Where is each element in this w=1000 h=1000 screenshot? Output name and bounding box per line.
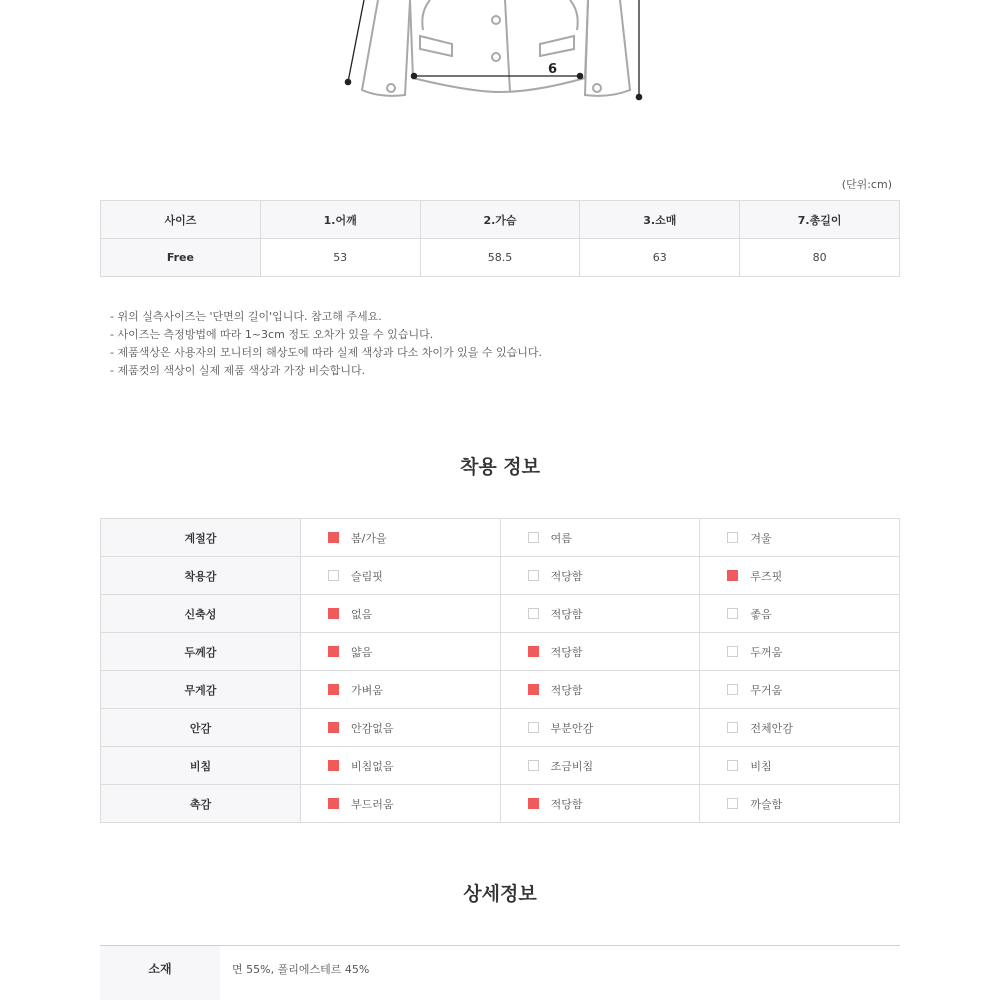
checked-box-icon bbox=[328, 608, 339, 619]
fit-row-label: 두께감 bbox=[101, 633, 301, 671]
unchecked-box-icon bbox=[727, 532, 738, 543]
fit-option-label: 얇음 bbox=[351, 645, 373, 659]
column-header: 3.소매 bbox=[580, 201, 740, 239]
fit-option bbox=[700, 671, 900, 709]
fit-option-label: 여름 bbox=[550, 531, 572, 545]
unchecked-box-icon bbox=[528, 722, 539, 733]
checked-box-icon bbox=[328, 646, 339, 657]
detail-info-title: 상세정보 bbox=[463, 883, 537, 905]
fit-option bbox=[700, 633, 900, 671]
fit-option bbox=[700, 785, 900, 823]
table-row bbox=[101, 557, 900, 595]
fit-row-label: 신축성 bbox=[101, 595, 301, 633]
table-row bbox=[101, 709, 900, 747]
unchecked-box-icon bbox=[727, 646, 738, 657]
fit-option-label: 적당함 bbox=[550, 569, 583, 583]
unchecked-box-icon bbox=[727, 684, 738, 695]
fit-option bbox=[700, 709, 900, 747]
unchecked-box-icon bbox=[727, 798, 738, 809]
unchecked-box-icon bbox=[727, 722, 738, 733]
note-line: - 제품색상은 사용자의 모니터의 해상도에 따라 실제 색상과 다소 차이가 있을 수 있습니다. bbox=[110, 346, 542, 359]
fit-option bbox=[700, 747, 900, 785]
detail-info-table bbox=[100, 945, 900, 1000]
size-name: Free bbox=[101, 239, 261, 277]
table-row bbox=[101, 239, 900, 277]
table-row bbox=[101, 633, 900, 671]
shoulder-value: 53 bbox=[260, 239, 420, 277]
fit-option bbox=[500, 747, 700, 785]
fit-option bbox=[301, 633, 501, 671]
fit-option-label: 부분안감 bbox=[550, 721, 594, 735]
fit-option-label: 겨울 bbox=[750, 531, 772, 545]
fit-row-label: 안감 bbox=[101, 709, 301, 747]
fit-row-label: 촉감 bbox=[101, 785, 301, 823]
table-row bbox=[101, 785, 900, 823]
fit-option bbox=[301, 519, 501, 557]
fit-option bbox=[500, 709, 700, 747]
fit-option-label: 루즈핏 bbox=[750, 569, 783, 583]
fit-option bbox=[301, 671, 501, 709]
fit-row-label: 비침 bbox=[101, 747, 301, 785]
fit-info-table bbox=[100, 518, 900, 823]
unchecked-box-icon bbox=[727, 608, 738, 619]
fit-option bbox=[700, 557, 900, 595]
column-header: 7.총길이 bbox=[740, 201, 900, 239]
material-label: 소재 bbox=[100, 946, 220, 1000]
fit-option bbox=[500, 785, 700, 823]
fit-option bbox=[700, 519, 900, 557]
fit-option bbox=[301, 785, 501, 823]
column-header: 사이즈 bbox=[101, 201, 261, 239]
table-row bbox=[101, 519, 900, 557]
fit-option-label: 까슬함 bbox=[750, 797, 783, 811]
checked-box-icon bbox=[528, 798, 539, 809]
column-header: 2.가슴 bbox=[420, 201, 580, 239]
table-row bbox=[101, 747, 900, 785]
checked-box-icon bbox=[328, 760, 339, 771]
chest-value: 58.5 bbox=[420, 239, 580, 277]
unit-label: (단위:cm) bbox=[841, 178, 892, 191]
button-icon bbox=[492, 53, 500, 61]
checked-box-icon bbox=[528, 684, 539, 695]
fit-option bbox=[301, 595, 501, 633]
note-line: - 제품컷의 색상이 실제 제품 색상과 가장 비슷합니다. bbox=[110, 364, 366, 377]
sleeve-value: 63 bbox=[580, 239, 740, 277]
checked-box-icon bbox=[328, 798, 339, 809]
fit-row-label: 계절감 bbox=[101, 519, 301, 557]
length-value: 80 bbox=[740, 239, 900, 277]
fit-option bbox=[500, 633, 700, 671]
note-line: - 위의 실측사이즈는 '단면의 길이'입니다. 참고해 주세요. bbox=[110, 310, 382, 323]
fit-option-label: 비침없음 bbox=[351, 759, 394, 773]
checked-box-icon bbox=[328, 722, 339, 733]
fit-option-label: 적당함 bbox=[550, 683, 583, 697]
checked-box-icon bbox=[727, 570, 738, 581]
unchecked-box-icon bbox=[328, 570, 339, 581]
note-line: - 사이즈는 측정방법에 따라 1~3cm 정도 오차가 있을 수 있습니다. bbox=[110, 328, 434, 341]
checked-box-icon bbox=[328, 532, 339, 543]
fit-option bbox=[301, 747, 501, 785]
button-icon bbox=[492, 16, 500, 24]
fit-option bbox=[500, 595, 700, 633]
fit-option-label: 부드러움 bbox=[351, 797, 394, 811]
measurement-label: 6 bbox=[548, 62, 558, 77]
table-row bbox=[101, 595, 900, 633]
fit-option-label: 좋음 bbox=[750, 607, 772, 621]
fit-option bbox=[500, 519, 700, 557]
table-row bbox=[101, 671, 900, 709]
fit-option-label: 두꺼움 bbox=[750, 645, 783, 659]
size-table-header bbox=[101, 201, 900, 239]
fit-info-title: 착용 정보 bbox=[459, 456, 541, 478]
fit-option-label: 안감없음 bbox=[351, 721, 394, 735]
checked-box-icon bbox=[328, 684, 339, 695]
column-header: 1.어깨 bbox=[260, 201, 420, 239]
fit-option-label: 봄/가을 bbox=[351, 531, 387, 545]
fit-option-label: 전체안감 bbox=[750, 721, 793, 735]
size-table bbox=[100, 200, 900, 277]
fit-option-label: 비침 bbox=[750, 759, 772, 773]
fit-row-label: 착용감 bbox=[101, 557, 301, 595]
fit-option-label: 슬림핏 bbox=[351, 569, 383, 583]
unchecked-box-icon bbox=[528, 608, 539, 619]
fit-option-label: 적당함 bbox=[550, 645, 583, 659]
checked-box-icon bbox=[528, 646, 539, 657]
unchecked-box-icon bbox=[528, 570, 539, 581]
unchecked-box-icon bbox=[528, 760, 539, 771]
fit-option-label: 없음 bbox=[351, 607, 373, 621]
fit-option bbox=[500, 557, 700, 595]
fit-option bbox=[301, 709, 501, 747]
fit-option-label: 가벼움 bbox=[351, 683, 383, 697]
jacket-measurement-illustration bbox=[0, 0, 1000, 110]
unchecked-box-icon bbox=[528, 532, 539, 543]
fit-row-label: 무게감 bbox=[101, 671, 301, 709]
fit-option-label: 무거움 bbox=[750, 683, 783, 697]
fit-option-label: 적당함 bbox=[550, 797, 583, 811]
fit-option bbox=[500, 671, 700, 709]
fit-option-label: 적당함 bbox=[550, 607, 583, 621]
size-notes bbox=[110, 308, 542, 380]
fit-option bbox=[700, 595, 900, 633]
material-value: 면 55%, 폴리에스테르 45% bbox=[232, 963, 370, 976]
unchecked-box-icon bbox=[727, 760, 738, 771]
fit-option-label: 조금비침 bbox=[550, 759, 594, 773]
fit-option bbox=[301, 557, 501, 595]
